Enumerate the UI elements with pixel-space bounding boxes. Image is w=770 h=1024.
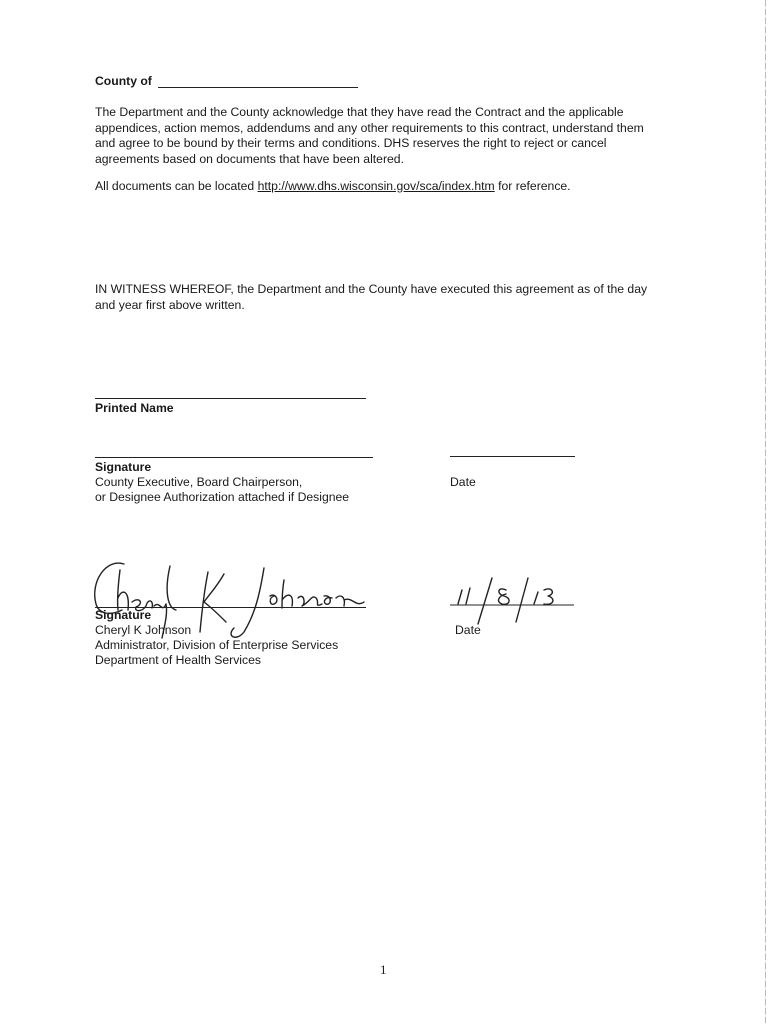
department-signer-name: Cheryl K Johnson	[95, 623, 192, 637]
scan-edge	[765, 0, 766, 1024]
reference-prefix: All documents can be located	[95, 179, 258, 193]
page-number: 1	[380, 962, 387, 977]
department-date-label: Date	[455, 623, 481, 637]
department-title-line1: Administrator, Division of Enterprise Services	[95, 638, 339, 652]
department-signature-label: Signature	[95, 608, 152, 622]
printed-name-label: Printed Name	[95, 401, 174, 415]
department-title-line2: Department of Health Services	[95, 653, 261, 667]
reference-link[interactable]: http://www.dhs.wisconsin.gov/sca/index.htm	[257, 179, 495, 193]
county-date-label: Date	[450, 475, 476, 489]
witness-paragraph: IN WITNESS WHEREOF, the Department and the County have executed this agreement as of the day and year first above written.	[95, 282, 648, 312]
county-title-line1: County Executive, Board Chairperson,	[95, 475, 303, 489]
county-date-line	[450, 456, 575, 457]
handwritten-signature-image	[84, 552, 374, 647]
acknowledgement-paragraph: The Department and the County acknowledge that they have read the Contract and the applicable appendices, action memos, addendums and any other requirements to this contract, understand them and agree to be bound by their terms and conditions. DHS reserves the right to reject or cancel agreements based on documents that have been altered.	[95, 105, 644, 166]
reference-suffix: for reference.	[494, 179, 571, 193]
county-title-line2: or Designee Authorization attached if Designee	[95, 490, 350, 504]
county-signature-line	[95, 457, 373, 458]
reference-paragraph	[95, 179, 695, 195]
county-signature-label: Signature	[95, 460, 152, 474]
printed-name-line	[95, 398, 366, 399]
county-of-label: County of	[95, 74, 152, 88]
county-name-line	[158, 87, 358, 88]
